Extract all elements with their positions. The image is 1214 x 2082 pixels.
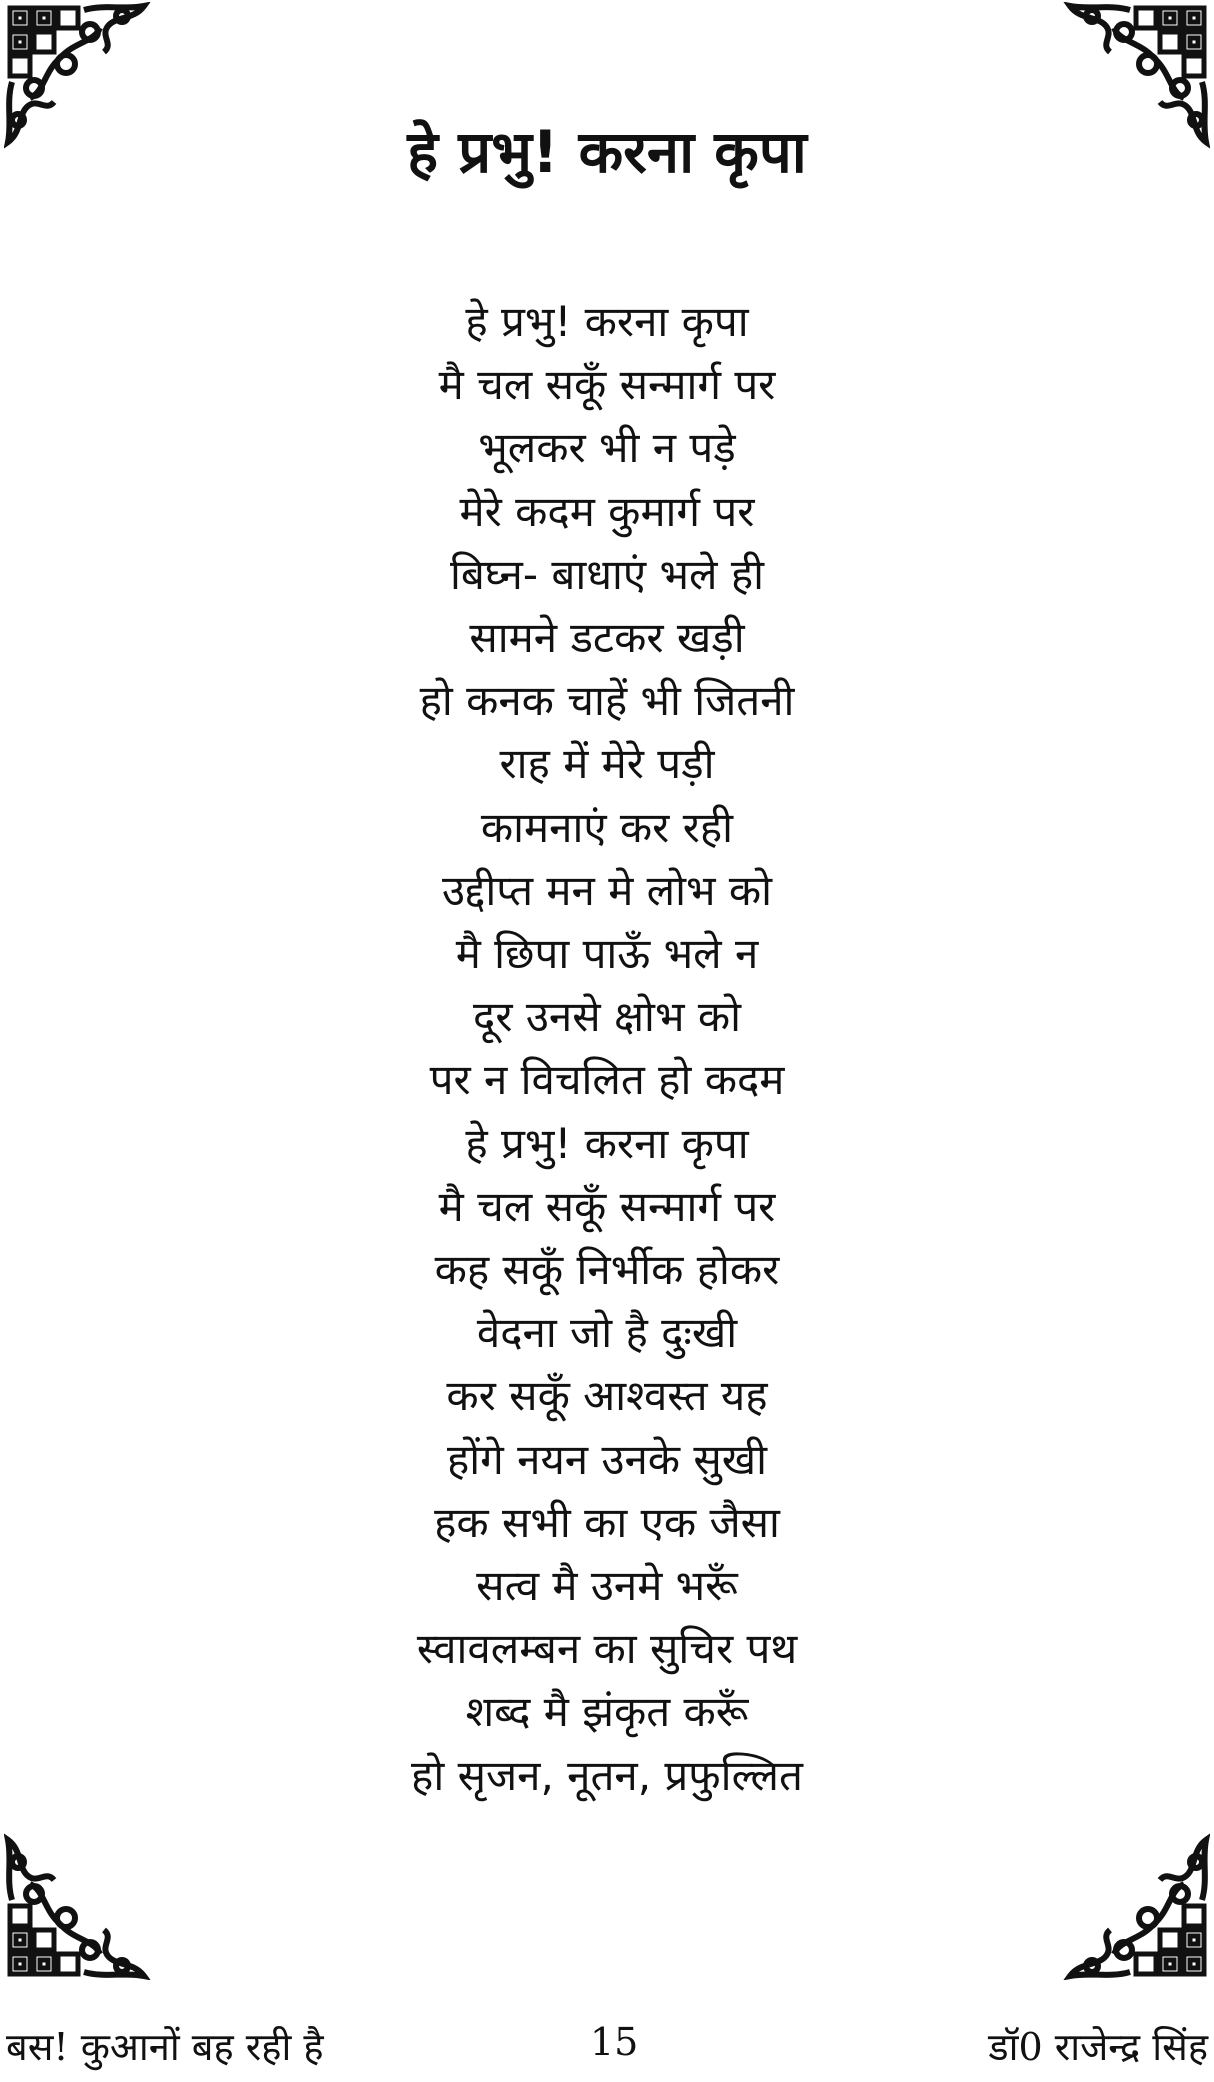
poem-line: हो सृजन, नूतन, प्रफुल्लित <box>411 1750 803 1800</box>
poem-line: सामने डटकर खड़ी <box>469 613 745 663</box>
footer-author: डॉ0 राजेन्द्र सिंह <box>988 2025 1208 2069</box>
page-number: 15 <box>590 2020 639 2064</box>
poem-line: हक सभी का एक जैसा <box>434 1497 780 1547</box>
poem-line: सत्व मै उनमे भरूँ <box>476 1561 738 1611</box>
poem-line: राह में मेरे पड़ी <box>499 739 715 789</box>
poem-body <box>0 290 1214 1807</box>
poem-line: हो कनक चाहें भी जितनी <box>419 676 795 726</box>
poem-title: हे प्रभु! करना कृपा <box>407 118 807 186</box>
corner-ornament-icon <box>1060 1830 1210 1980</box>
poem-line: मै चल सकूँ सन्मार्ग पर <box>438 1181 776 1231</box>
poem-line: कर सकूँ आश्वस्त यह <box>446 1371 768 1421</box>
poem-line: वेदना जो है दुःखी <box>476 1308 738 1358</box>
corner-ornament-icon <box>4 1830 154 1980</box>
poem-line: शब्द मै झंकृत करूँ <box>465 1687 749 1737</box>
poem-line: पर न विचलित हो कदम <box>429 1055 785 1105</box>
poem-line: हे प्रभु! करना कृपा <box>465 1118 749 1168</box>
footer-book-title: बस! कुआनों बह रही है <box>6 2025 324 2069</box>
poem-line: हे प्रभु! करना कृपा <box>465 297 749 346</box>
poem-line: मै छिपा पाऊँ भले न <box>455 929 759 979</box>
poem-line: स्वावलम्बन का सुचिर पथ <box>416 1624 798 1674</box>
poem-line: मेरे कदम कुमार्ग पर <box>459 486 755 536</box>
poem-line: होंगे नयन उनके सुखी <box>446 1434 768 1484</box>
poem-line: भूलकर भी न पड़े <box>478 423 736 473</box>
page-footer <box>0 2020 1214 2080</box>
poem-line: कामनाएं कर रही <box>480 802 734 852</box>
poem-line: उद्दीप्त मन मे लोभ को <box>441 865 773 915</box>
poem-line: दूर उनसे क्षोभ को <box>473 992 741 1042</box>
poem-line: मै चल सकूँ सन्मार्ग पर <box>438 360 776 410</box>
poem-line: बिघ्न- बाधाएं भले ही <box>449 549 765 599</box>
poem-line: कह सकूँ निर्भीक होकर <box>434 1245 780 1295</box>
